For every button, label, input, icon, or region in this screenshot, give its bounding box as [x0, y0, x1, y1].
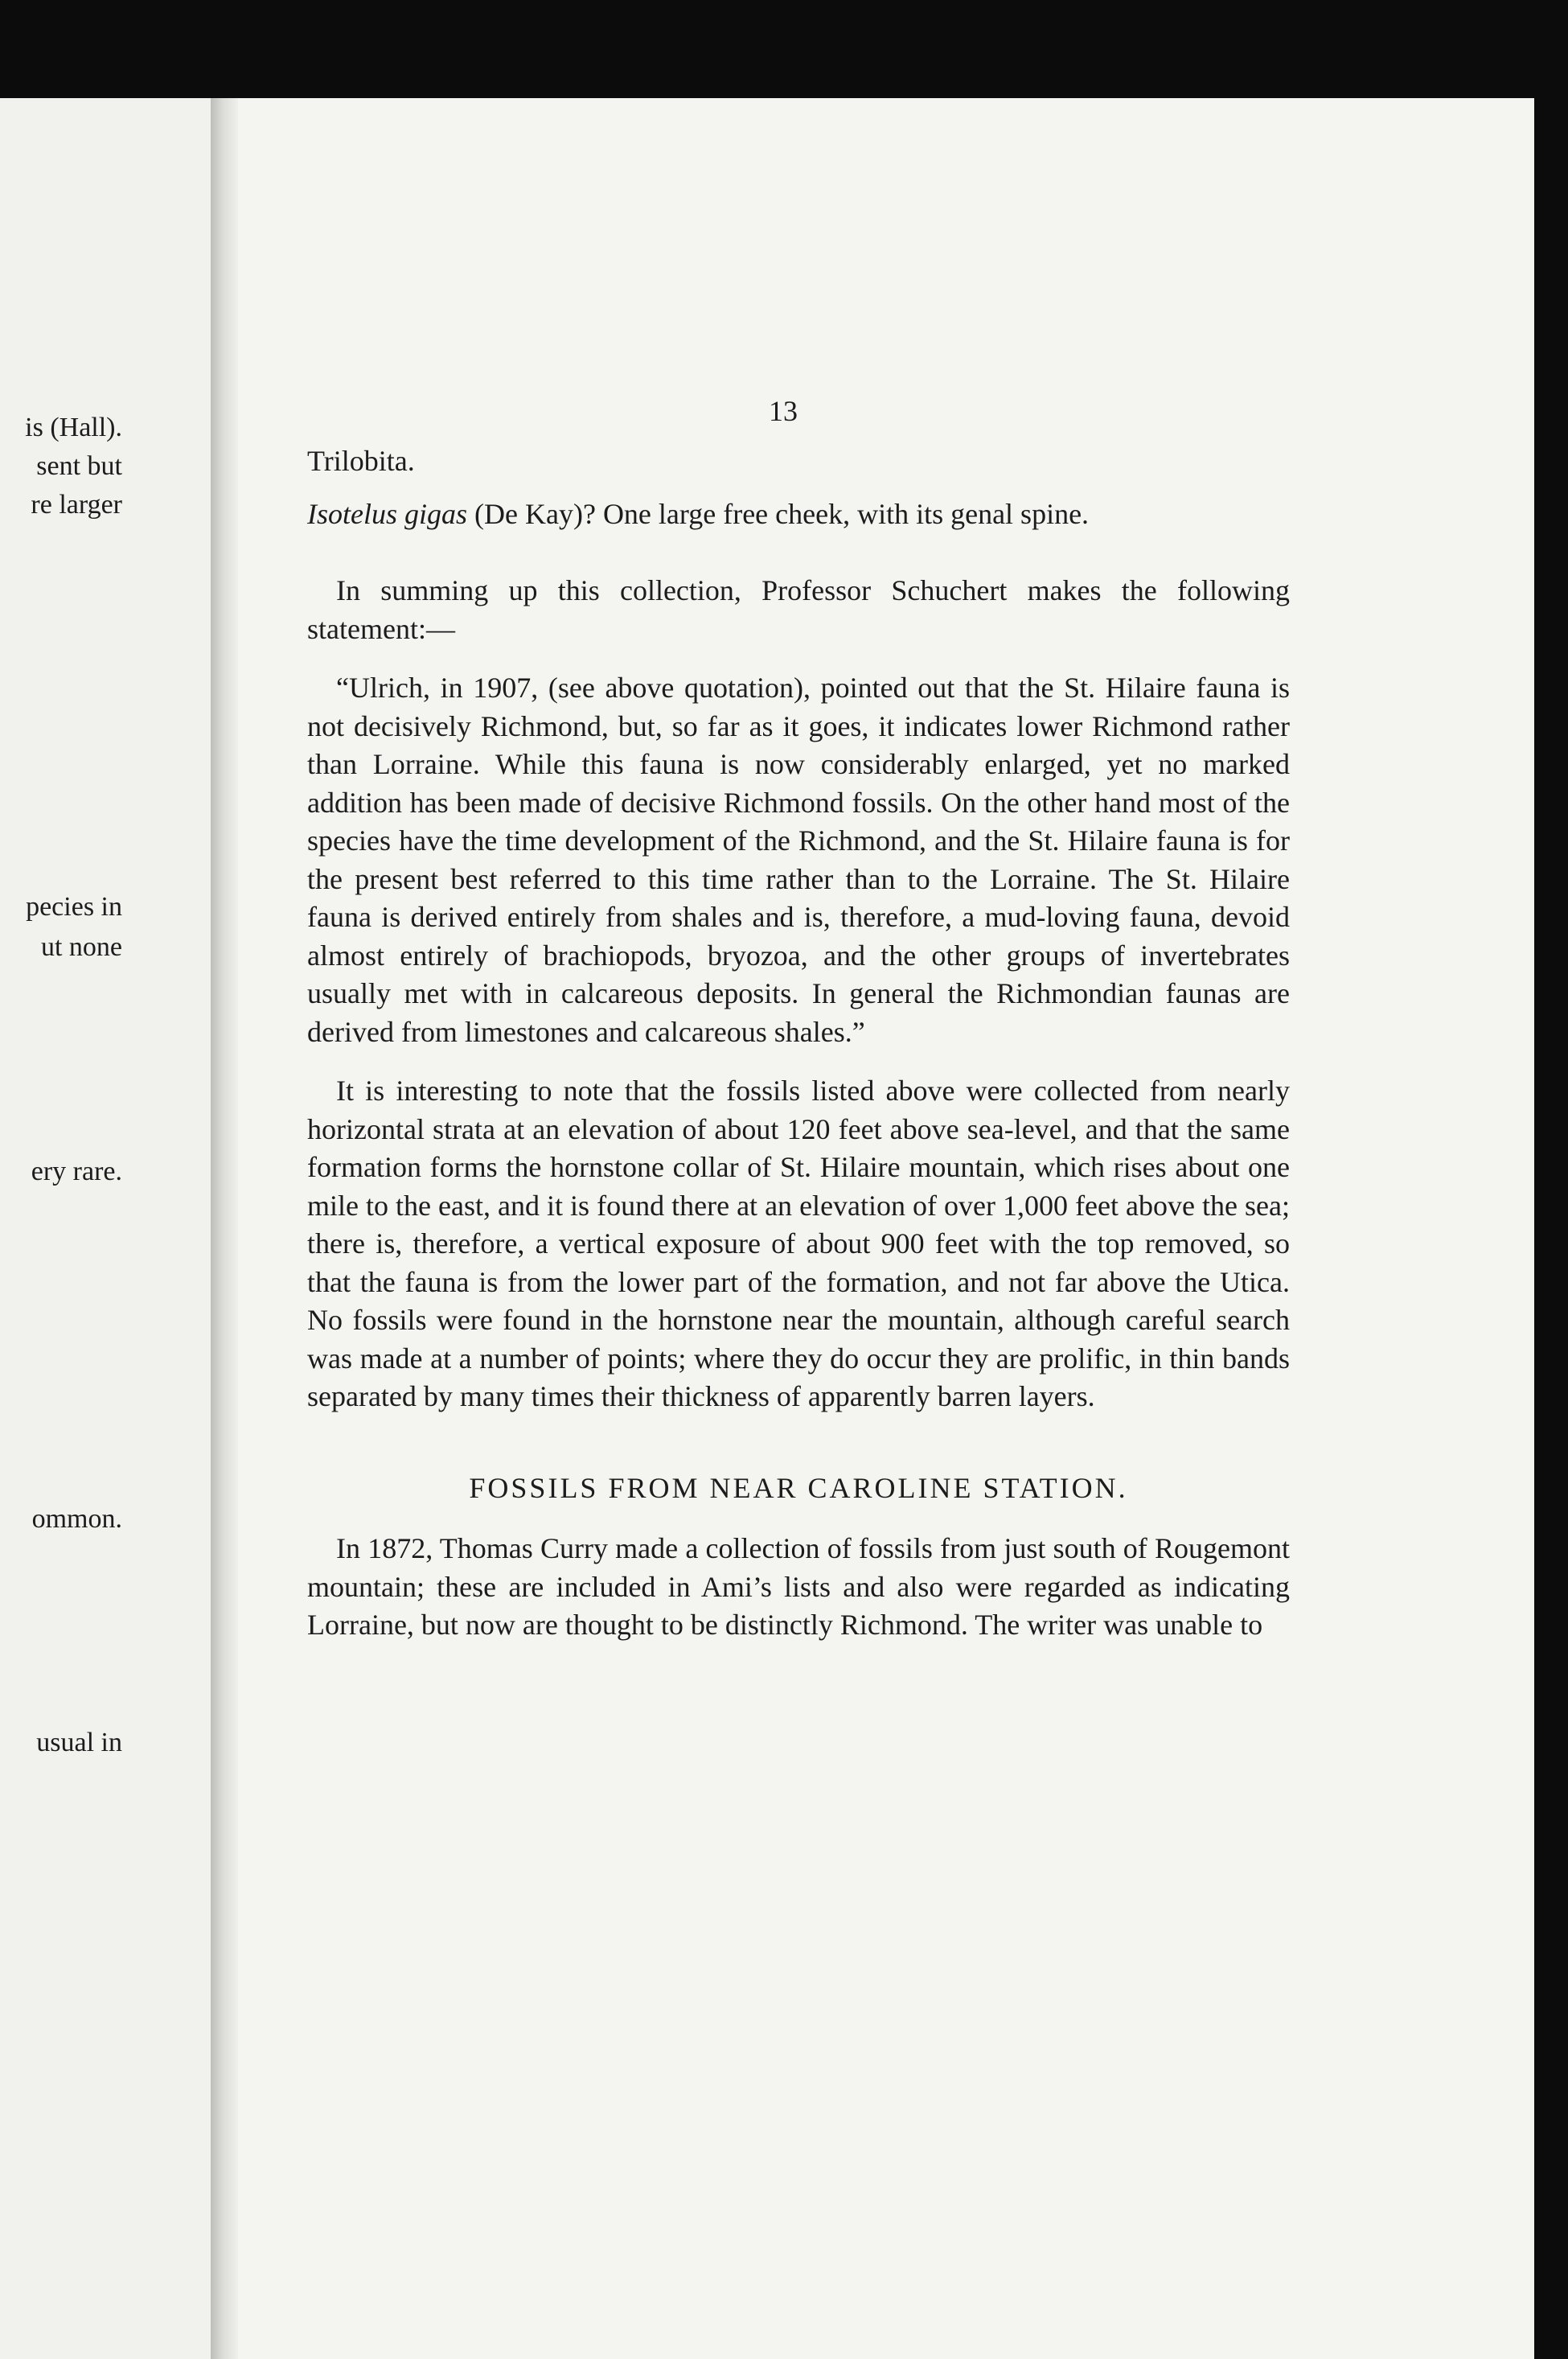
species-name: Isotelus gigas — [307, 497, 468, 530]
left-page — [0, 98, 211, 2359]
species-author: (De Kay)? — [474, 497, 596, 530]
left-page-fragment: ery rare. — [31, 1157, 122, 1186]
left-page-fragment: pecies in — [26, 892, 122, 922]
section-heading: FOSSILS FROM NEAR CAROLINE STATION. — [469, 1471, 1128, 1504]
page-edge-shadow — [1534, 129, 1568, 2359]
left-page-fragment: is (Hall). — [25, 413, 122, 442]
species-entry — [307, 495, 1290, 534]
species-description: One large free cheek, with its genal spine. — [602, 497, 1090, 530]
left-page-fragment: sent but — [36, 451, 122, 481]
right-page — [238, 98, 1534, 2359]
book-gutter — [211, 98, 238, 2359]
left-page-fragment: ut none — [40, 932, 122, 962]
left-page-fragment: usual in — [36, 1728, 122, 1757]
class-heading: Trilobita. — [307, 445, 415, 477]
quoted-paragraph: “Ulrich, in 1907, (see above quotation), pointed out that the St. Hilaire fauna is not decisively Richmond, but, so far as it goes, it indicates lower Richmond rather than Lorraine. While this fauna is now considerably enlarged, yet no marked addition has been made of decisive Richmond fossils. On the other hand most of the species have the time development of the Richmond, and the St. Hilaire fauna is for the present best referred to this time rather than to the Lorraine. The St. Hilaire fauna is derived entirely from shales and is, therefore, a mud-loving fauna, devoid almost entirely of brachiopods, bryozoa, and the other groups of invertebrates usually met with in calcareous deposits. In general the Richmondian faunas are derived from limestones and calcareous shales.” — [307, 672, 1290, 1048]
paragraph: In 1872, Thomas Curry made a collection of fossils from just south of Rougemont mountain; these are included in Ami’s lists and also were regarded as indicating Lorraine, but now are thought to be distinctly Richmond. The writer was unable to — [307, 1532, 1290, 1641]
left-page-fragment: re larger — [31, 490, 122, 520]
left-page-fragment: ommon. — [31, 1504, 122, 1534]
paragraph: In summing up this collection, Professor Schuchert makes the following statement:— — [307, 574, 1290, 645]
paragraph: It is interesting to note that the fossils listed above were collected from nearly horizontal strata at an elevation of about 120 feet above sea-level, and that the same formation forms the hornstone collar of St. Hilaire mountain, which rises about one mile to the east, and it is found there at an elevation of over 1,000 feet above the sea; there is, therefore, a vertical exposure of about 900 feet with the top removed, so that the fauna is from the lower part of the formation, and not far above the Utica. No fossils were found in the hornstone near the mountain, although careful search was made at a number of points; where they do occur they are prolific, in thin bands separated by many times their thickness of apparently barren layers. — [307, 1075, 1290, 1412]
page-number: 13 — [769, 395, 798, 427]
text-column — [307, 442, 1290, 1666]
